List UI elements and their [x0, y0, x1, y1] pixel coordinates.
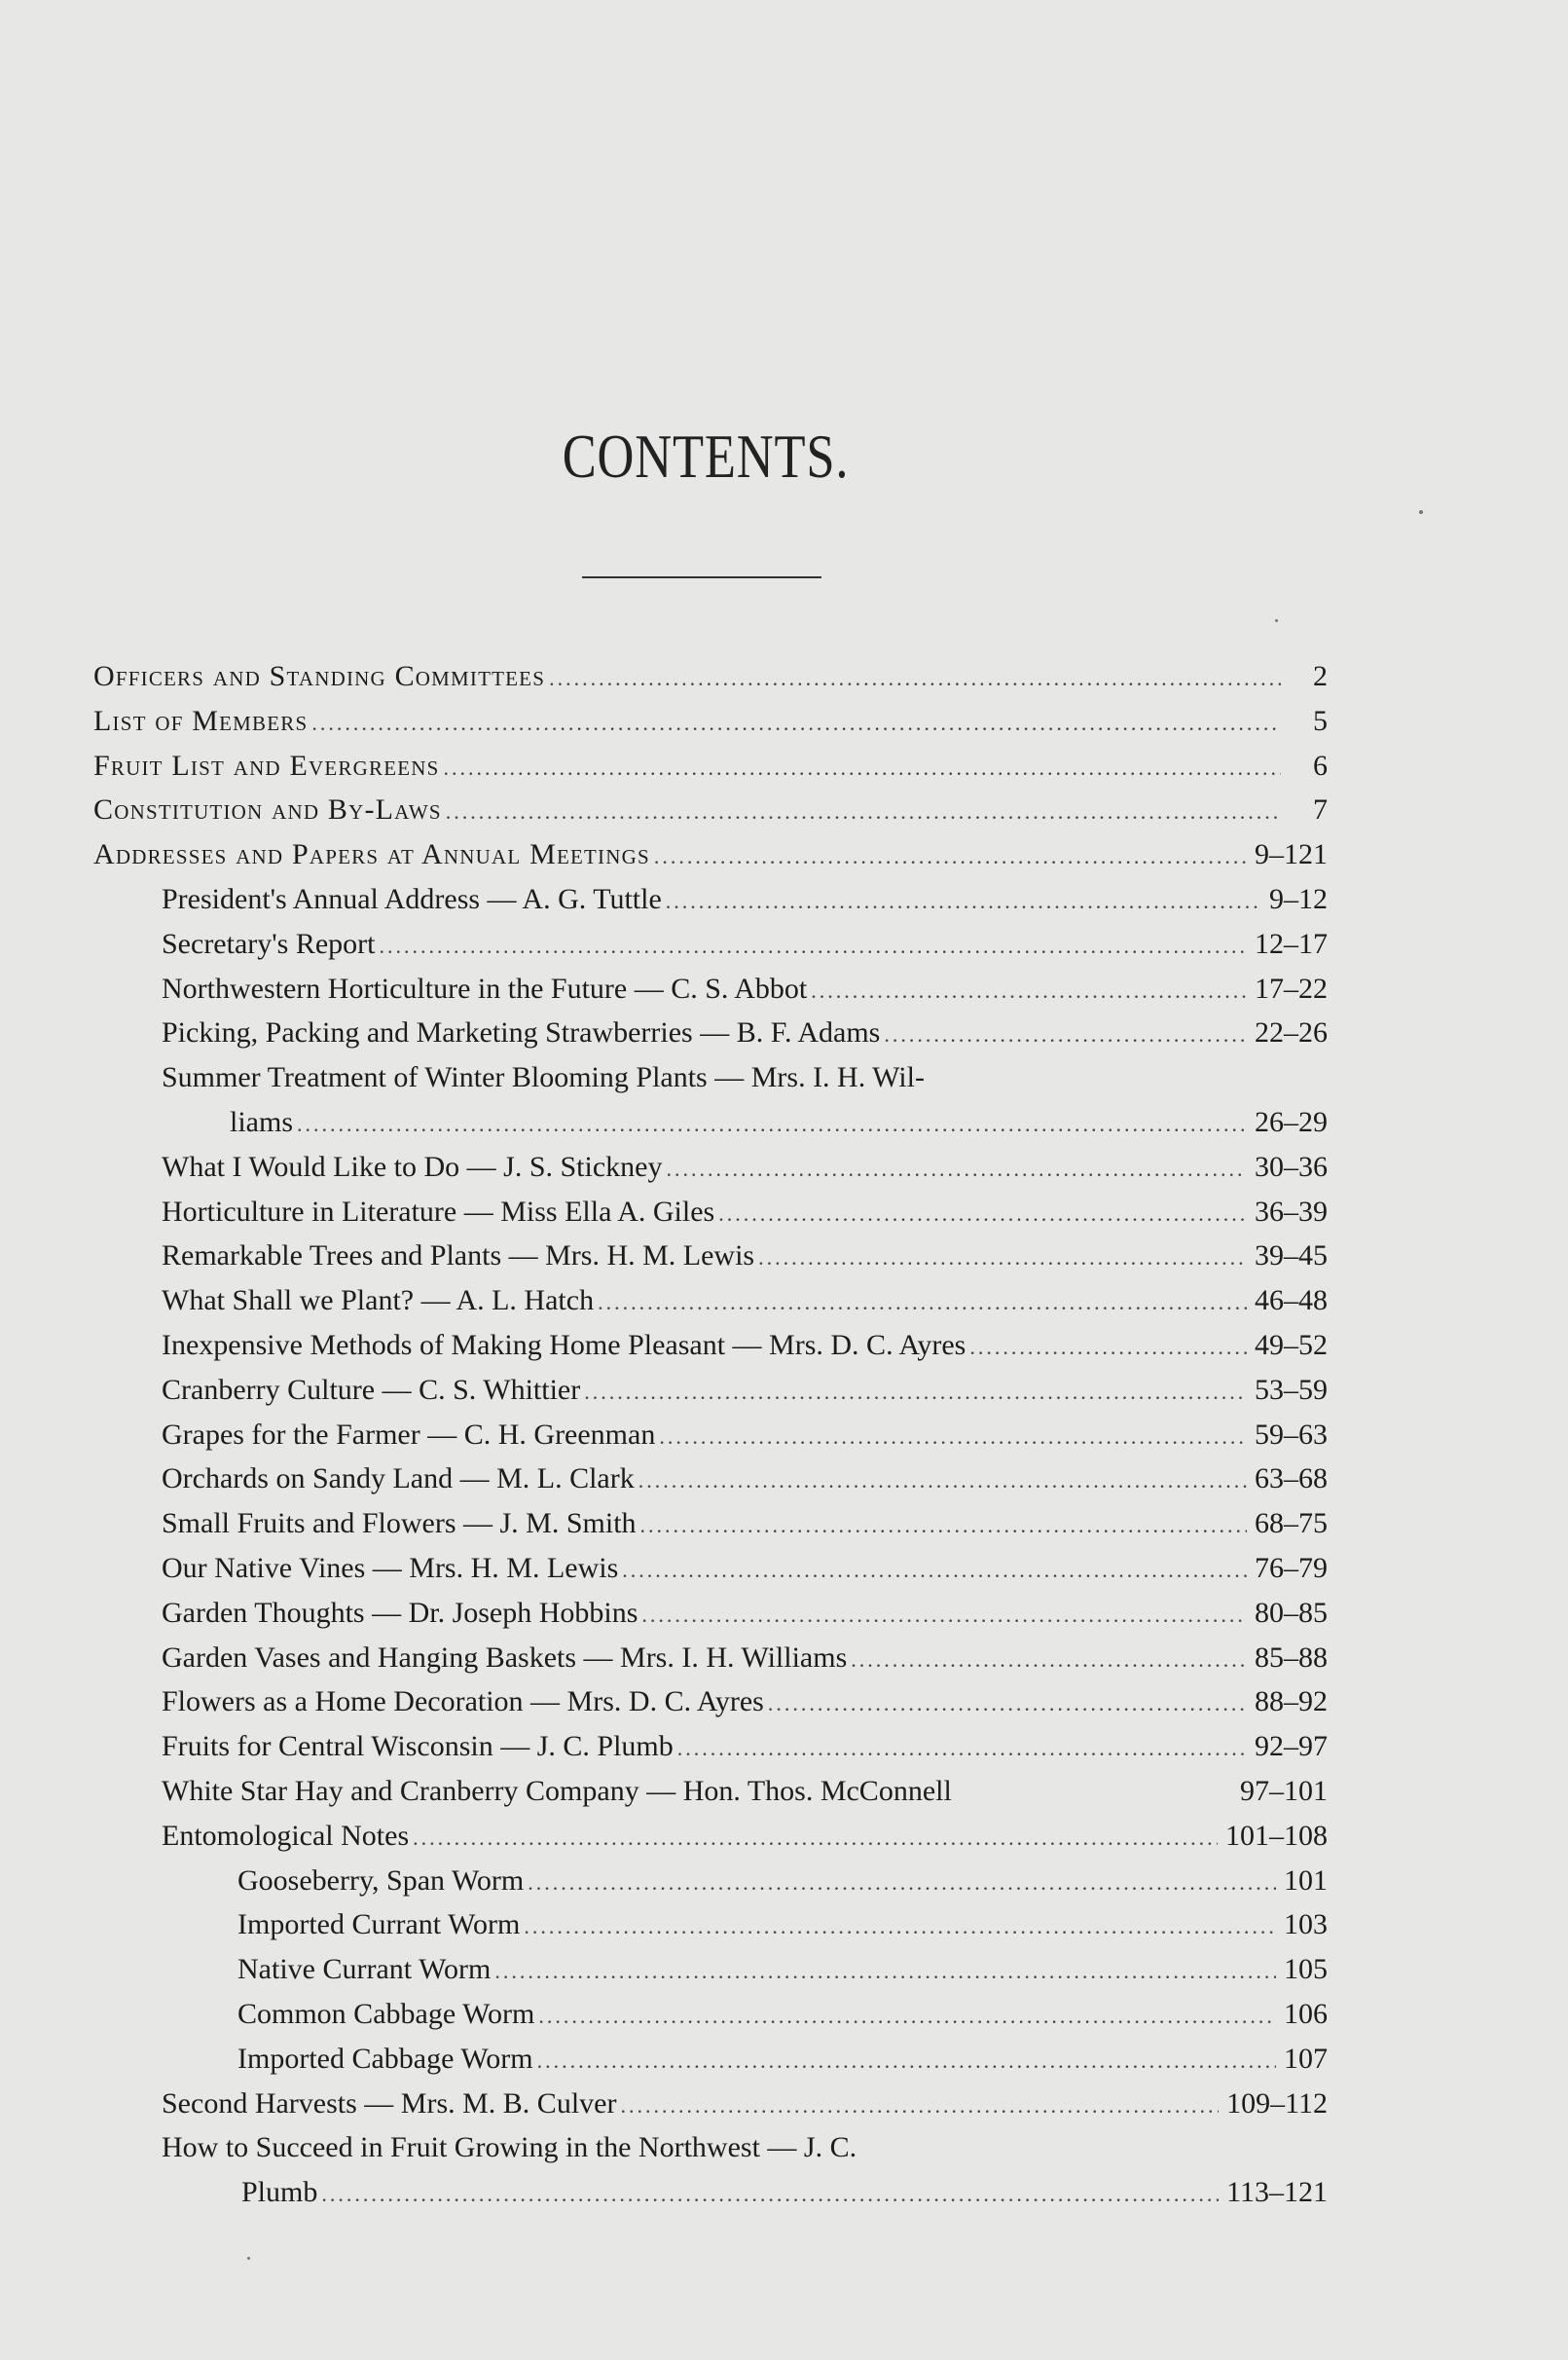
dot-leader: [969, 1325, 1247, 1370]
toc-page-number: 88–92: [1255, 1685, 1328, 1718]
dot-leader: [620, 2083, 1219, 2128]
toc-entry-title: Remarkable Trees and Plants — Mrs. H. M. Lewis: [162, 1239, 755, 1272]
toc-page-number: 105: [1284, 1953, 1328, 1986]
toc-page-number: 5: [1313, 704, 1328, 737]
dot-leader: [622, 1548, 1247, 1593]
toc-entry: [93, 1145, 1328, 1190]
toc-page-number: 109–112: [1226, 2086, 1328, 2120]
toc-entry-title: White Star Hay and Cranberry Company — Hon. Thos. McConnell: [162, 1774, 952, 1807]
toc-page-number: 17–22: [1255, 972, 1328, 1005]
dot-leader: [811, 969, 1247, 1014]
toc-entry: [93, 1636, 1328, 1680]
toc-page-number: 9–12: [1269, 882, 1328, 915]
toc-page-number: 2: [1313, 660, 1328, 692]
toc-entry: [93, 1546, 1328, 1591]
toc-entry: [93, 922, 1328, 967]
toc-entry: [93, 1501, 1328, 1546]
toc-entry-title: Fruits for Central Wisconsin — J. C. Plumb: [162, 1730, 674, 1763]
toc-entry: [93, 832, 1328, 877]
dot-leader: [549, 656, 1281, 701]
toc-page-number: 113–121: [1226, 2176, 1328, 2209]
toc-page-number: 97–101: [1240, 1774, 1328, 1807]
toc-page-number: 26–29: [1255, 1105, 1328, 1138]
toc-page-number: 39–45: [1255, 1239, 1328, 1272]
toc-entry-title: Horticulture in Literature — Miss Ella A. Giles: [162, 1195, 715, 1228]
toc-page-number: 103: [1284, 1908, 1328, 1941]
toc-entry: [93, 1859, 1328, 1903]
toc-page-number: 80–85: [1255, 1596, 1328, 1629]
dot-leader: [638, 1458, 1247, 1503]
toc-entry-title: Imported Cabbage Worm: [237, 2042, 533, 2075]
toc-entry-title: Native Currant Worm: [237, 1953, 492, 1986]
toc-entry-title: Plumb: [241, 2176, 318, 2209]
toc-entry: [93, 1413, 1328, 1457]
toc-entry: [93, 1902, 1328, 1947]
dot-leader: [666, 1147, 1247, 1192]
toc-entry: [93, 1055, 1328, 1100]
toc-page-number: 36–39: [1255, 1195, 1328, 1228]
toc-entry-title: Second Harvests — Mrs. M. B. Culver: [162, 2086, 617, 2120]
dot-leader: [851, 1638, 1247, 1682]
toc-entry-title: Inexpensive Methods of Making Home Pleasant — Mrs. D. C. Ayres: [162, 1328, 966, 1361]
toc-entry: [93, 2082, 1328, 2126]
toc-page-number: 6: [1313, 749, 1328, 782]
toc-entry-title: Cranberry Culture — C. S. Whittier: [162, 1373, 581, 1406]
toc-entry-title: President's Annual Address — A. G. Tuttle: [162, 882, 662, 915]
toc-page-number: 53–59: [1255, 1373, 1328, 1406]
toc-entry: [93, 1457, 1328, 1501]
dot-leader: [444, 746, 1282, 791]
toc-page-number: 9–121: [1255, 838, 1328, 871]
dot-leader: [584, 1370, 1247, 1415]
toc-entry-title: Secretary's Report: [162, 927, 376, 960]
toc-entry-title: Northwestern Horticulture in the Future — C. S. Abbot: [162, 972, 808, 1005]
dot-leader: [446, 790, 1281, 834]
dot-leader: [718, 1192, 1247, 1236]
toc-entry: [93, 1591, 1328, 1636]
paper-speck: [1419, 510, 1423, 514]
toc-entry-title: Common Cabbage Worm: [237, 1997, 535, 2030]
toc-entry-title: List of Members: [93, 704, 309, 737]
dot-leader: [884, 1013, 1247, 1057]
dot-leader: [758, 1235, 1247, 1280]
title-divider: [582, 576, 821, 578]
toc-entry: [93, 654, 1328, 699]
dot-leader: [524, 1904, 1276, 1949]
toc-entry: [93, 788, 1328, 832]
toc-page-number: 106: [1284, 1997, 1328, 2030]
toc-entry-title: Officers and Standing Committees: [93, 660, 546, 692]
toc-entry: [93, 1323, 1328, 1368]
toc-entry-title: liams: [230, 1105, 293, 1138]
toc-entry: [93, 699, 1328, 744]
toc-page-number: 63–68: [1255, 1462, 1328, 1495]
toc-page-number: 68–75: [1255, 1507, 1328, 1540]
toc-entry-title: Grapes for the Farmer — C. H. Greenman: [162, 1418, 656, 1451]
toc-entry-title: What I Would Like to Do — J. S. Stickney: [162, 1150, 663, 1183]
dot-leader: [538, 1994, 1276, 2039]
toc-entry-title: Orchards on Sandy Land — M. L. Clark: [162, 1462, 635, 1495]
toc-entry-title: Garden Vases and Hanging Baskets — Mrs. I. H. Williams: [162, 1641, 848, 1674]
toc-page-number: 30–36: [1255, 1150, 1328, 1183]
dot-leader: [494, 1949, 1276, 1994]
toc-page-number: 49–52: [1255, 1328, 1328, 1361]
toc-entry: [93, 1947, 1328, 1992]
dot-leader: [641, 1593, 1247, 1638]
dot-leader: [666, 879, 1261, 924]
toc-entry-title: Flowers as a Home Decoration — Mrs. D. C. Ayres: [162, 1685, 764, 1718]
dot-leader: [768, 1681, 1247, 1726]
toc-entry-title: Small Fruits and Flowers — J. M. Smith: [162, 1507, 637, 1540]
toc-entry-title: How to Succeed in Fruit Growing in the Northwest — J. C.: [162, 2131, 857, 2164]
toc-page-number: 46–48: [1255, 1284, 1328, 1317]
toc-page-number: 107: [1284, 2042, 1328, 2075]
toc-entry-title: Fruit List and Evergreens: [93, 749, 440, 782]
dot-leader: [659, 1415, 1247, 1459]
toc-entry-title: Picking, Packing and Marketing Strawberries — B. F. Adams: [162, 1016, 881, 1050]
toc-entry: [93, 1011, 1328, 1055]
toc-page-number: 7: [1313, 793, 1328, 827]
toc-entry-title: Gooseberry, Span Worm: [237, 1863, 525, 1897]
toc-entry: [93, 1234, 1328, 1278]
dot-leader: [380, 924, 1248, 969]
toc-entry-title: What Shall we Plant? — A. L. Hatch: [162, 1284, 595, 1317]
toc-entry: [93, 1724, 1328, 1769]
toc-page-number: 85–88: [1255, 1641, 1328, 1674]
toc-page-number: 22–26: [1255, 1016, 1328, 1050]
toc-entry-title: Addresses and Papers at Annual Meetings: [93, 838, 650, 871]
dot-leader: [654, 834, 1247, 879]
toc-entry: [93, 2037, 1328, 2082]
toc-entry-title: Summer Treatment of Winter Blooming Plants — Mrs. I. H. Wil-: [162, 1061, 925, 1094]
toc-entry: [93, 1992, 1328, 2037]
toc-entry: [93, 1190, 1328, 1235]
toc-page-number: 59–63: [1255, 1418, 1328, 1451]
table-of-contents: [93, 654, 1328, 2215]
toc-entry: [93, 1769, 1328, 1814]
toc-entry: [93, 2125, 1328, 2170]
toc-page-number: 76–79: [1255, 1551, 1328, 1584]
toc-entry: [93, 967, 1328, 1012]
toc-entry-title: Garden Thoughts — Dr. Joseph Hobbins: [162, 1596, 638, 1629]
paper-speck: [1275, 619, 1278, 622]
toc-entry: [93, 2170, 1328, 2215]
toc-page-number: 101–108: [1225, 1819, 1328, 1852]
toc-entry: [93, 1814, 1328, 1859]
dot-leader: [677, 1726, 1247, 1771]
dot-leader: [528, 1861, 1276, 1905]
toc-page-number: 92–97: [1255, 1730, 1328, 1763]
toc-entry: [93, 1100, 1328, 1145]
paper-speck: [247, 2257, 250, 2260]
toc-entry: [93, 744, 1328, 789]
toc-entry: [93, 877, 1328, 922]
toc-entry: [93, 1278, 1328, 1323]
toc-entry-title: Imported Currant Worm: [237, 1908, 521, 1941]
dot-leader: [413, 1816, 1218, 1861]
toc-entry-title: Our Native Vines — Mrs. H. M. Lewis: [162, 1551, 619, 1584]
dot-leader: [321, 2172, 1219, 2217]
toc-page-number: 12–17: [1255, 927, 1328, 960]
dot-leader: [598, 1280, 1247, 1325]
page-title: CONTENTS.: [562, 422, 850, 491]
dot-leader: [640, 1503, 1247, 1548]
dot-leader: [311, 701, 1281, 746]
toc-entry: [93, 1368, 1328, 1413]
toc-page-number: 101: [1284, 1863, 1328, 1897]
dot-leader: [297, 1102, 1247, 1147]
dot-leader: [537, 2039, 1276, 2083]
toc-entry: [93, 1679, 1328, 1724]
toc-entry-title: Entomological Notes: [162, 1819, 410, 1852]
toc-entry-title: Constitution and By-Laws: [93, 793, 442, 827]
